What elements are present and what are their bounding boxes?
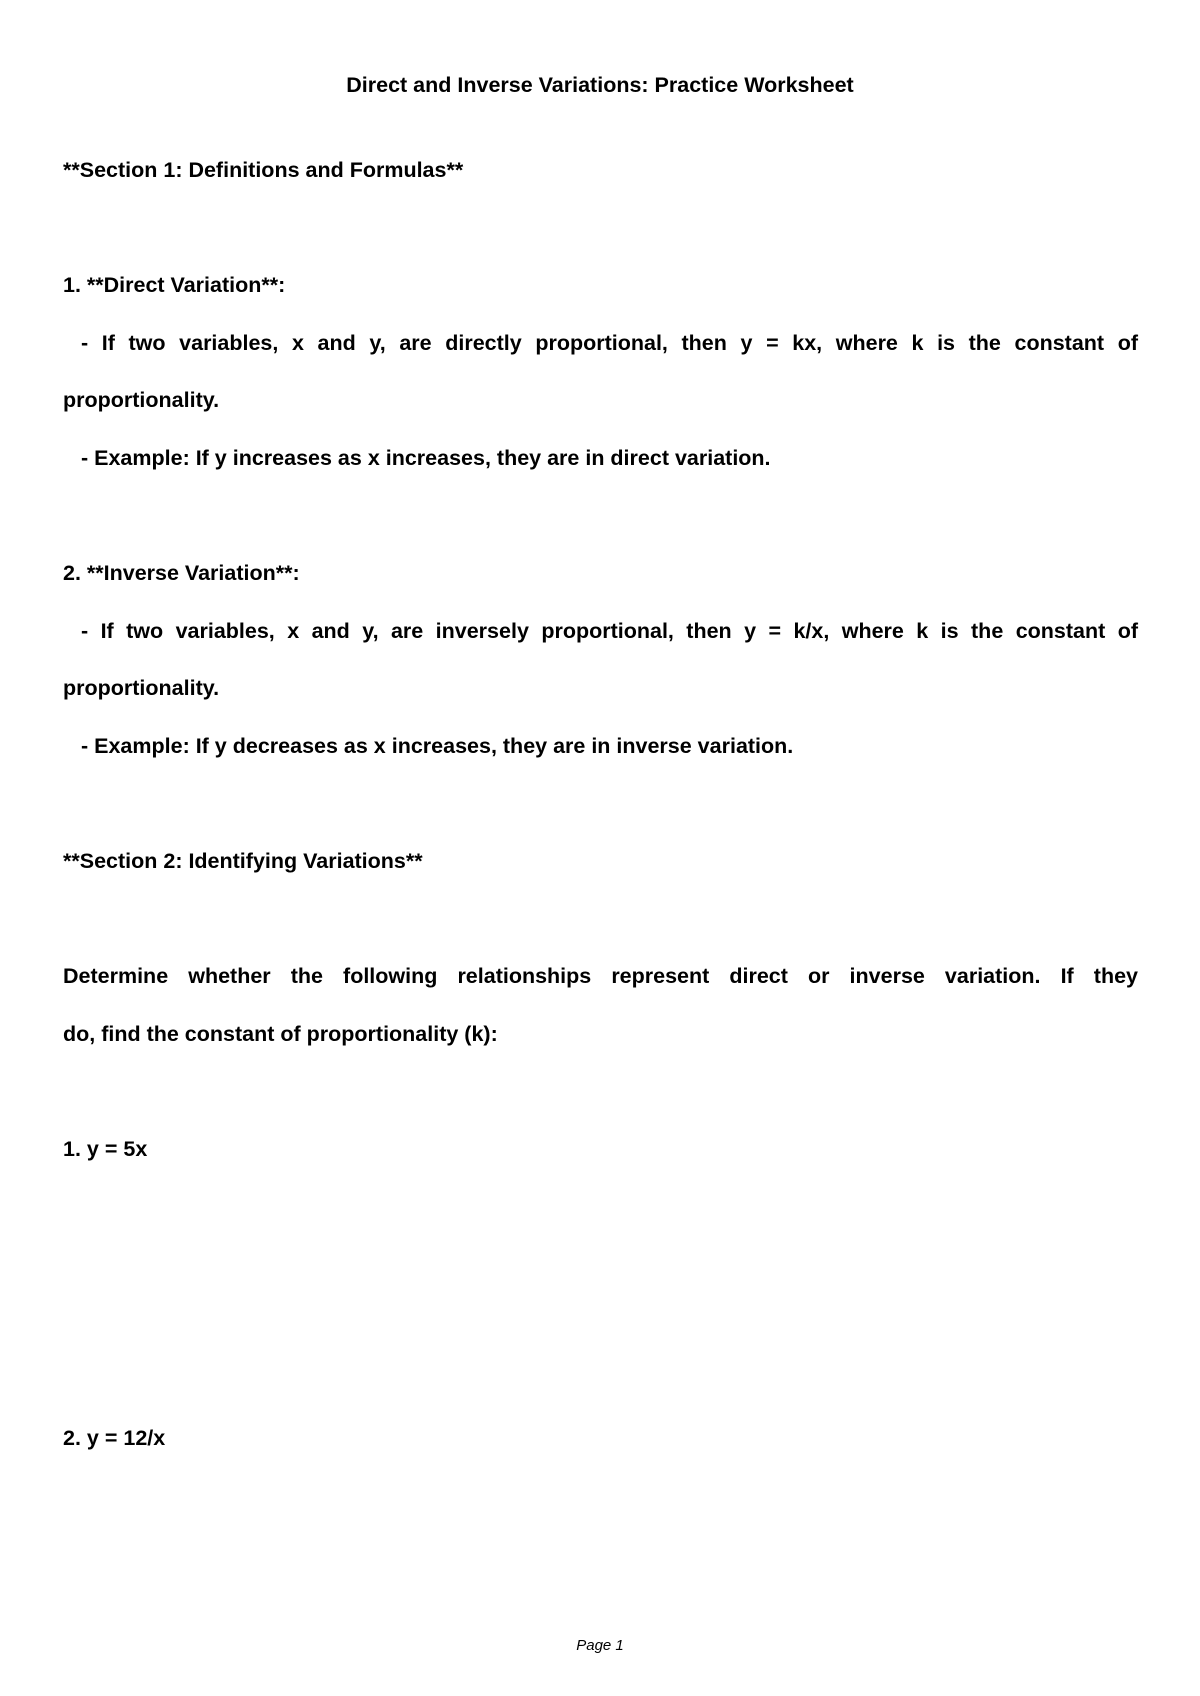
direct-variation-example: - Example: If y increases as x increases, they are in direct variation. <box>81 446 771 470</box>
inverse-variation-heading: 2. **Inverse Variation**: <box>63 561 300 585</box>
problem-1: 1. y = 5x <box>63 1137 148 1161</box>
inverse-variation-definition-line2: proportionality. <box>63 676 220 700</box>
direct-variation-definition-line1: - If two variables, x and y, are directly proportional, then y = kx, where k is the constant of <box>81 331 1138 355</box>
page-number: Page 1 <box>576 1637 624 1654</box>
direct-variation-definition-line2: proportionality. <box>63 388 220 412</box>
direct-variation-heading: 1. **Direct Variation**: <box>63 273 286 297</box>
section1-heading: **Section 1: Definitions and Formulas** <box>63 158 464 182</box>
document-title: Direct and Inverse Variations: Practice Worksheet <box>346 73 854 97</box>
section2-instructions-line1: Determine whether the following relationships represent direct or inverse variation. If they <box>63 964 1138 988</box>
problem-2: 2. y = 12/x <box>63 1426 166 1450</box>
section2-heading: **Section 2: Identifying Variations** <box>63 849 423 873</box>
inverse-variation-example: - Example: If y decreases as x increases, they are in inverse variation. <box>81 734 794 758</box>
section2-instructions-line2: do, find the constant of proportionality (k): <box>63 1022 498 1046</box>
inverse-variation-definition-line1: - If two variables, x and y, are inversely proportional, then y = k/x, where k is the constant of <box>81 619 1138 643</box>
